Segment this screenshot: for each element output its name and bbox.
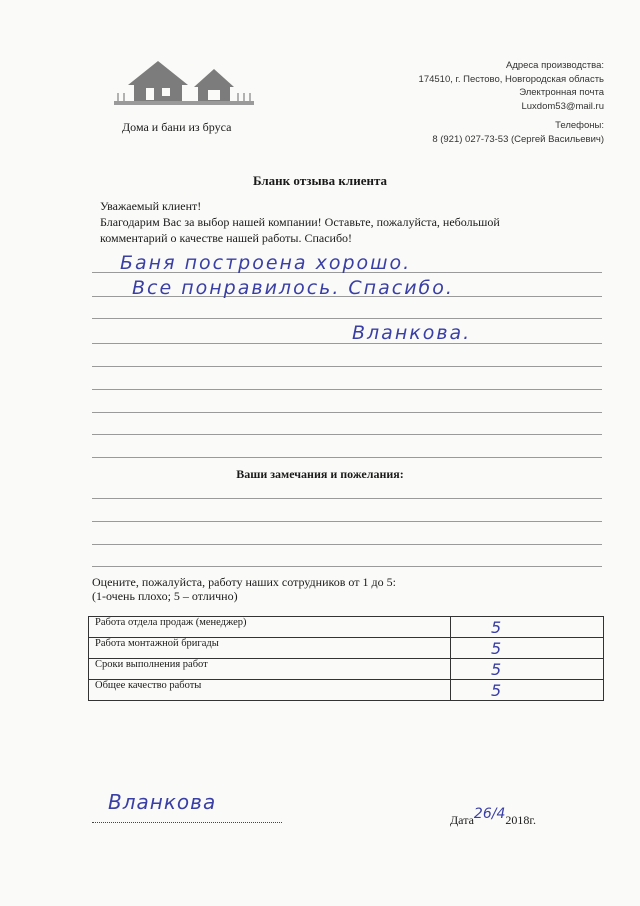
rating-intro-line-2: (1-очень плохо; 5 – отлично) xyxy=(92,589,238,603)
signature-line xyxy=(92,822,282,823)
rating-score-cell xyxy=(451,680,604,701)
remarks-line xyxy=(92,566,602,567)
rating-score: 5 xyxy=(491,618,502,637)
rating-label: Работа отдела продаж (менеджер) xyxy=(89,617,451,638)
ratings-table xyxy=(88,616,604,701)
remarks-title: Ваши замечания и пожелания: xyxy=(236,467,404,481)
table-row xyxy=(89,659,604,680)
rating-score-cell xyxy=(451,659,604,680)
email-label: Электронная почта xyxy=(519,87,604,98)
comment-line xyxy=(92,434,602,435)
client-signature: Вланкова xyxy=(108,790,217,814)
phones-label: Телефоны: xyxy=(555,120,604,131)
intro-text xyxy=(100,198,570,246)
rating-label: Сроки выполнения работ xyxy=(89,659,451,680)
remarks-line xyxy=(92,498,602,499)
date-block xyxy=(450,806,536,828)
comment-line xyxy=(92,366,602,367)
rating-intro-line-1: Оцените, пожалуйста, работу наших сотрудников от 1 до 5: xyxy=(92,575,396,589)
handwritten-comment-line-2: Все понравилось. Спасибо. xyxy=(132,277,454,299)
rating-instructions xyxy=(92,575,396,603)
rating-score: 5 xyxy=(491,660,502,679)
remarks-line xyxy=(92,544,602,545)
contact-block xyxy=(324,59,604,146)
comment-line xyxy=(92,389,602,390)
rating-score: 5 xyxy=(491,681,502,700)
comment-line xyxy=(92,343,602,344)
production-label: Адреса производства: xyxy=(505,60,604,71)
rating-score: 5 xyxy=(491,639,502,658)
comment-line xyxy=(92,457,602,458)
greeting: Уважаемый клиент! xyxy=(100,199,202,213)
date-label: Дата xyxy=(450,813,474,827)
company-tagline: Дома и бани из бруса xyxy=(122,120,232,134)
date-handwritten: 26/4 xyxy=(473,806,506,822)
rating-score-cell xyxy=(451,617,604,638)
comment-line xyxy=(92,412,602,413)
form-title: Бланк отзыва клиента xyxy=(252,173,388,188)
phone-number: 8 (921) 027-73-53 (Сергей Васильевич) xyxy=(432,133,604,145)
table-row xyxy=(89,680,604,701)
intro-paragraph: Благодарим Вас за выбор нашей компании! Оставьте, пожалуйста, небольшой комментарий о качестве нашей работы. Спасибо! xyxy=(100,215,500,245)
comment-line xyxy=(92,318,602,319)
handwritten-comment-line-1: Баня построена хорошо. xyxy=(120,252,412,274)
houses-logo-icon xyxy=(110,55,260,115)
date-year: 2018г. xyxy=(505,813,536,827)
rating-score-cell xyxy=(451,638,604,659)
rating-label: Работа монтажной бригады xyxy=(89,638,451,659)
table-row xyxy=(89,617,604,638)
production-address: 174510, г. Пестово, Новгородская область xyxy=(418,73,604,85)
rating-label: Общее качество работы xyxy=(89,680,451,701)
email-address: Luxdom53@mail.ru xyxy=(521,100,604,112)
remarks-line xyxy=(92,521,602,522)
handwritten-comment-line-3: Вланкова. xyxy=(352,322,472,344)
table-row xyxy=(89,638,604,659)
